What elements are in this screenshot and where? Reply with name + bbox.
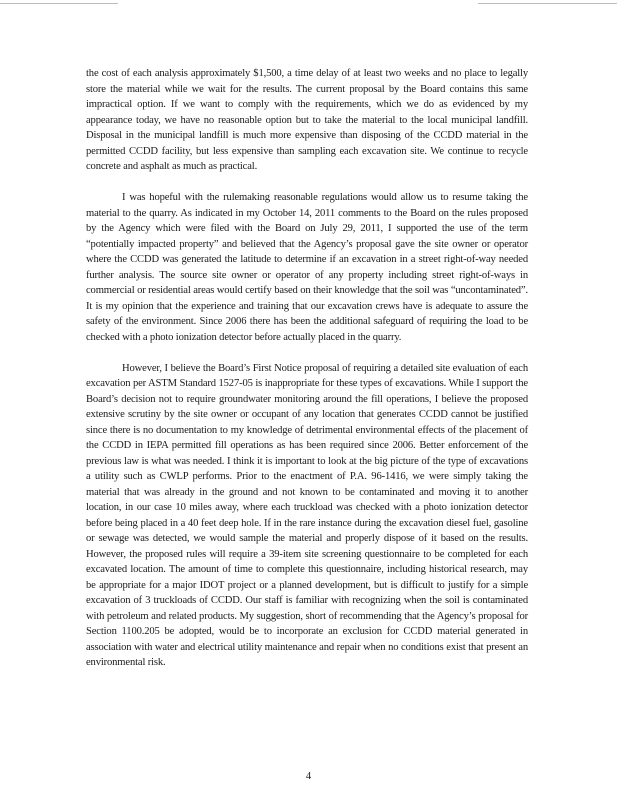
scan-edge-line-right xyxy=(478,3,617,4)
paragraph-disposal-costs: the cost of each analysis approximately $1,500, a time delay of at least two weeks and no place to legally store the material while we wait for the results. The current proposal by the Board contains this same impractical option. If we want to comply with the requirements, which we do as evidenced by my appearance today, we have no reasonable option but to take the material to the local municipal landfill. Disposal in the municipal landfill is much more expensive than disposing of the CCDD material in the permitted CCDD facility, but less expensive than sampling each excavation site. We continue to recycle concrete and asphalt as much as practical. xyxy=(86,68,528,172)
page-number: 4 xyxy=(305,771,312,782)
paragraph-rulemaking-hope: I was hopeful with the rulemaking reasonable regulations would allow us to resume taking the material to the quarry. As indicated in my October 14, 2011 comments to the Board on the rules proposed by the Agency which were filed with the Board on July 29, 2011, I supported the use of the term “potentially impacted property” and believed that the Agency’s proposal gave the site owner or operator where the CCDD was generated the latitude to determine if an excavation in a street right-of-way needed further analysis. The source site owner or operator of any property including street right-of-ways in commercial or residential areas would certify based on their knowledge that the soil was “uncontaminated”. It is my opinion that the experience and training that our excavation crews have is adequate to assure the safety of the environment. Since 2006 there has been the additional safeguard of requiring the load to be checked with a photo ionization detector before actually placed in the quarry. xyxy=(86,192,528,343)
paragraph-first-notice-concerns: However, I believe the Board’s First Notice proposal of requiring a detailed site evaluation of each excavation per ASTM Standard 1527-05 is inappropriate for these types of excavations. While I support the Board’s decision not to require groundwater monitoring around the fill operations, I believe the proposed extensive scrutiny by the site owner or occupant of any location that generates CCDD cannot be justified since there is no documentation to my knowledge of detrimental environmental effects of the placement of the CCDD in IEPA permitted fill operations as has been required since 2006. Better enforcement of the previous law is what was needed. I think it is important to look at the big picture of the type of excavations a utility such as CWLP performs. Prior to the enactment of P.A. 96-1416, we were simply taking the material that was already in the ground and not known to be contaminated and moving it to another location, in our case 10 miles away, where each truckload was checked with a photo ionization detector before being placed in a 40 feet deep hole. If in the rare instance during the excavation diesel fuel, gasoline or sewage was detected, we would sample the material and properly dispose of it based on the results. However, the proposed rules will require a 39-item site screening questionnaire to be completed for each excavated location. The amount of time to complete this questionnaire, including historical research, may be appropriate for a major IDOT project or a planned development, but is difficult to justify for a simple excavation of 3 truckloads of CCDD. Our staff is familiar with recognizing when the soil is contaminated with petroleum and related products. My suggestion, short of recommending that the Agency’s proposal for Section 1100.205 be adopted, would be to incorporate an exclusion for CCDD material generated in association with water and electrical utility maintenance and repair when no conditions exist that present an environmental risk. xyxy=(86,362,528,668)
document-body xyxy=(86,66,528,671)
scan-edge-line-left xyxy=(0,3,118,4)
